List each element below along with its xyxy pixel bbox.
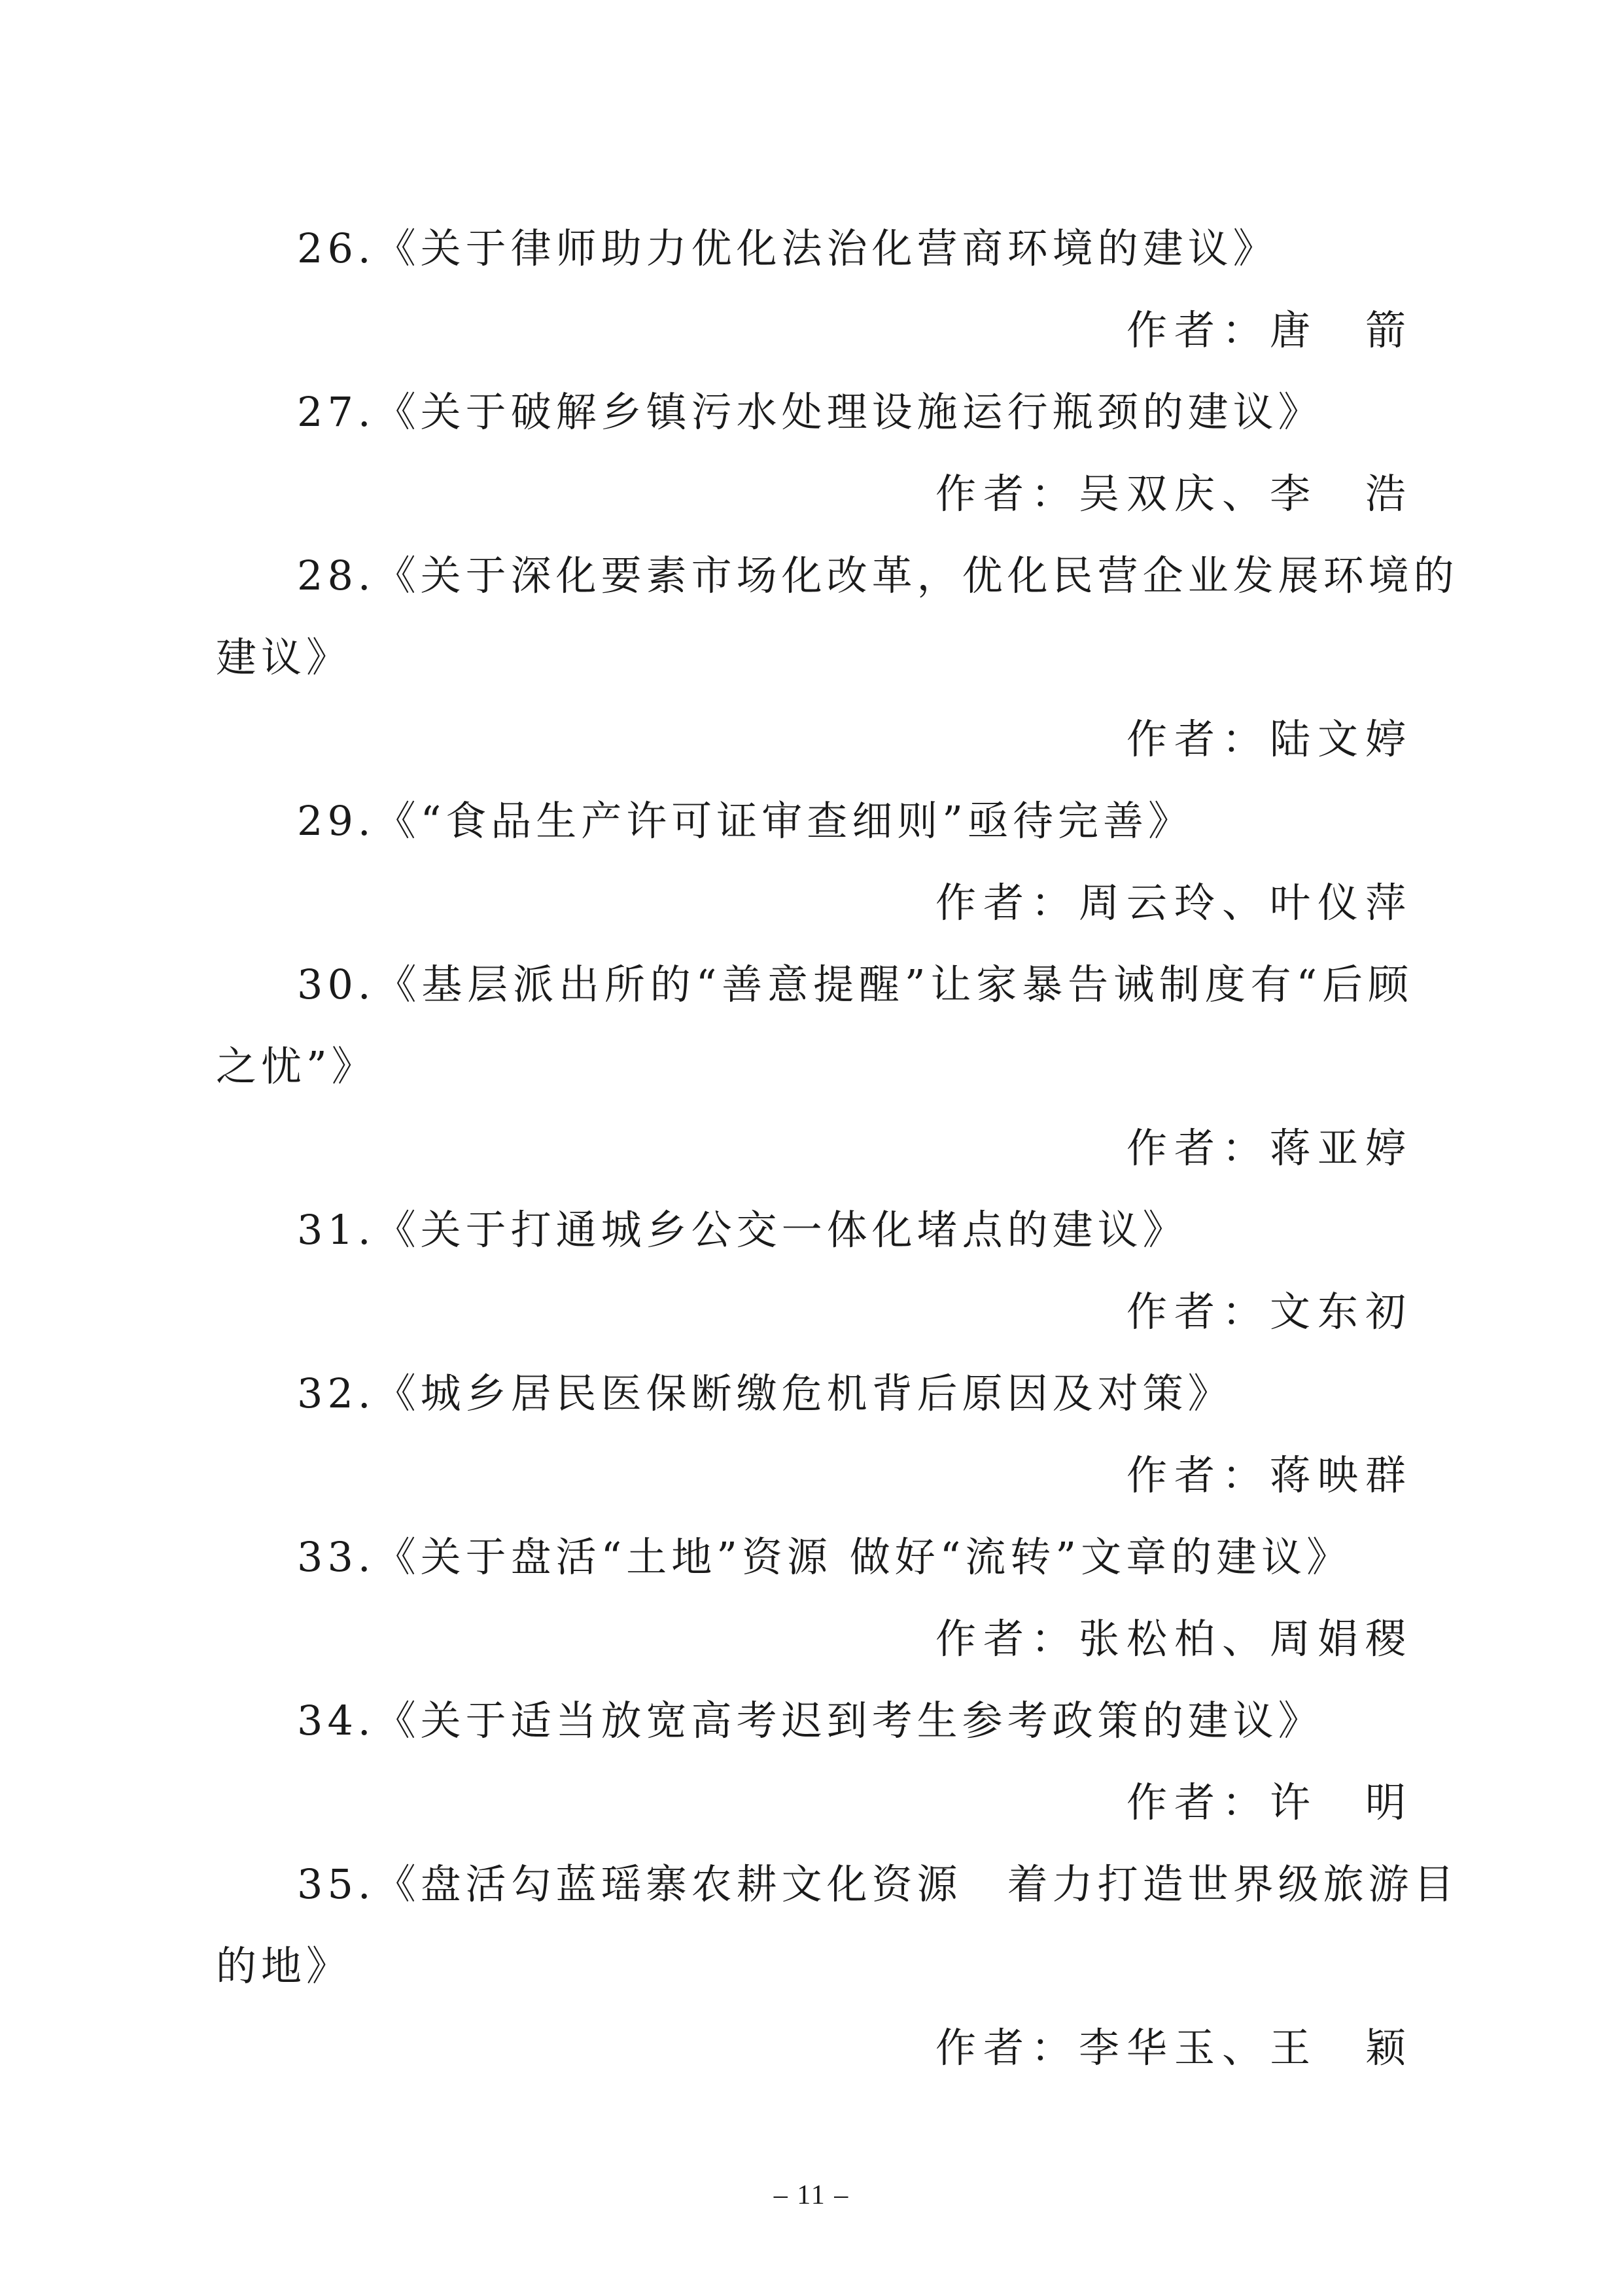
- entry-34-author: 作者：许 明: [1126, 1778, 1413, 1826]
- entry-34-title: 34.《关于适当放宽高考迟到考生参考政策的建议》: [297, 1697, 1323, 1744]
- entry-26-author: 作者：唐 箭: [1126, 306, 1413, 354]
- entry-35-title-line2: 的地》: [216, 1942, 352, 1990]
- entry-31-author: 作者：文东初: [1126, 1288, 1413, 1335]
- entry-31-title: 31.《关于打通城乡公交一体化堵点的建议》: [297, 1206, 1188, 1254]
- entry-27-author: 作者：吴双庆、李 浩: [935, 470, 1413, 518]
- entry-29-author: 作者：周云玲、叶仪萍: [935, 879, 1413, 927]
- entry-33-title: 33.《关于盘活“土地”资源 做好“流转”文章的建议》: [297, 1533, 1352, 1581]
- entry-29-title: 29.《“食品生产许可证审查细则”亟待完善》: [297, 797, 1193, 845]
- entry-30-title-line1: 30.《基层派出所的“善意提醒”让家暴告诫制度有“后顾: [297, 961, 1413, 1008]
- entry-28-author: 作者：陆文婷: [1126, 715, 1413, 763]
- entry-30-author: 作者：蒋亚婷: [1126, 1124, 1413, 1172]
- entry-28-title-line1: 28.《关于深化要素市场化改革，优化民营企业发展环境的: [297, 552, 1459, 599]
- entry-27-title: 27.《关于破解乡镇污水处理设施运行瓶颈的建议》: [297, 388, 1323, 436]
- entry-28-title-line2: 建议》: [216, 633, 352, 681]
- entry-33-author: 作者：张松柏、周娟稷: [935, 1615, 1413, 1663]
- entry-30-title-line2: 之忧”》: [216, 1042, 377, 1090]
- entry-32-author: 作者：蒋映群: [1126, 1451, 1413, 1499]
- entry-32-title: 32.《城乡居民医保断缴危机背后原因及对策》: [297, 1369, 1233, 1417]
- entry-35-author: 作者：李华玉、王 颖: [935, 2024, 1413, 2072]
- entry-26-title: 26.《关于律师助力优化法治化营商环境的建议》: [297, 224, 1278, 272]
- entry-35-title-line1: 35.《盘活勾蓝瑶寨农耕文化资源 着力打造世界级旅游目: [297, 1860, 1459, 1908]
- page-number: – 11 –: [773, 2180, 850, 2210]
- document-page: [216, 0, 1459, 2296]
